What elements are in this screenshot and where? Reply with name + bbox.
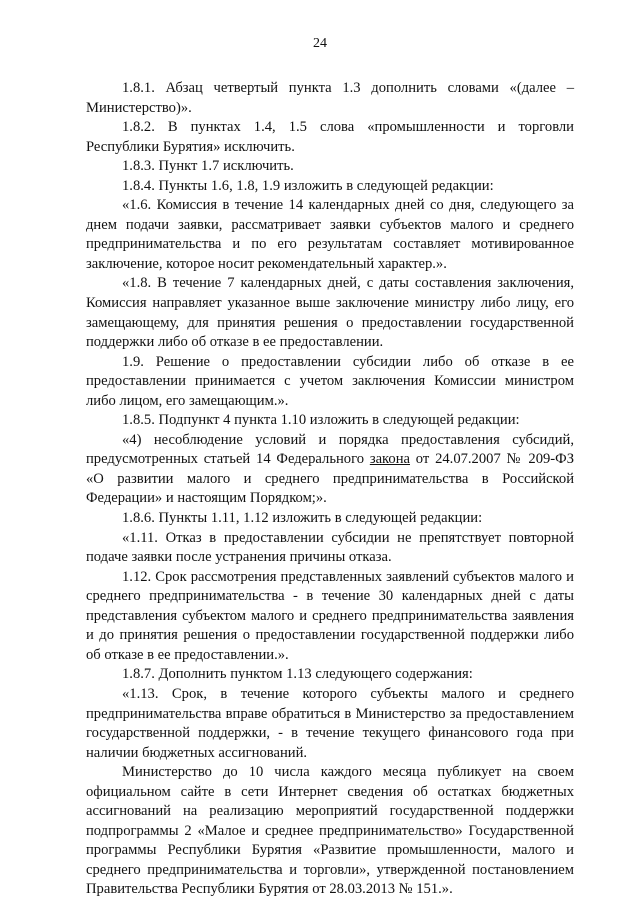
law-text-after: от 24.07.2007 № 209-ФЗ «О развитии малого и среднего предпринимательства в Российской Федерации» и настоящим Порядком;».: [86, 451, 575, 507]
law-link[interactable]: закона: [369, 451, 410, 468]
paragraph-1-8-4: 1.8.4. Пункты 1.6, 1.8, 1.9 изложить в следующей редакции:: [122, 177, 494, 194]
law-text-before: «4) несоблюдение условий и порядка предоставления субсидий, предусмотренных статьей 14 Федерального: [86, 431, 574, 468]
document-body: [86, 79, 574, 900]
paragraph-subpoint-4: [86, 431, 574, 509]
paragraph-1-12: 1.12. Срок рассмотрения представленных заявлений субъектов малого и среднего предпринимательства - в течение 30 календарных дней с даты представления субъектом малого и среднего предпринимательства заявления и до принятия решения о предоставлении государственной поддержки либо об отказе в ее предоставлении.».: [86, 568, 574, 663]
paragraph-1-9: 1.9. Решение о предоставлении субсидии либо об отказе в ее предоставлении принимается с учетом заключения Комиссии министром либо лицом, его замещающим.».: [86, 353, 574, 409]
paragraph-1-8-1: 1.8.1. Абзац четвертый пункта 1.3 дополнить словами «(далее – Министерство)».: [86, 80, 574, 116]
paragraph-1-8-7: 1.8.7. Дополнить пунктом 1.13 следующего содержания:: [122, 666, 473, 683]
paragraph-1-8-2: 1.8.2. В пунктах 1.4, 1.5 слова «промышленности и торговли Республики Бурятия» исключить.: [86, 119, 574, 155]
paragraph-1-8: «1.8. В течение 7 календарных дней, с даты составления заключения, Комиссия направляет указанное выше заключение министру либо лицу, его замещающему, для принятия решения о предоставлении государственной поддержки либо об отказе в ее предоставлении.: [86, 275, 574, 351]
paragraph-1-8-6: 1.8.6. Пункты 1.11, 1.12 изложить в следующей редакции:: [122, 510, 483, 527]
paragraph-1-13: «1.13. Срок, в течение которого субъекты малого и среднего предпринимательства вправе обратиться в Министерство за предоставлением государственной поддержки, - в течение текущего финансового года при наличии бюджетных ассигнований.: [86, 685, 574, 761]
paragraph-1-6: «1.6. Комиссия в течение 14 календарных дней со дня, следующего за днем подачи заявки, рассматривает заявки субъектов малого и среднего предпринимательства и по его результатам составляет мотивированное заключение, которое носит рекомендательный характер.».: [86, 197, 574, 272]
paragraph-1-8-5: 1.8.5. Подпункт 4 пункта 1.10 изложить в следующей редакции:: [122, 412, 520, 429]
paragraph-1-8-3: 1.8.3. Пункт 1.7 исключить.: [122, 158, 294, 175]
paragraph-1-11: «1.11. Отказ в предоставлении субсидии не препятствует повторной подаче заявки после устранения причины отказа.: [86, 529, 574, 566]
paragraph-ministry-publication: Министерство до 10 числа каждого месяца публикует на своем официальном сайте в сети Интернет сведения об остатках бюджетных ассигнований на реализацию мероприятий государственной поддержки подпрограммы 2 «Малое и среднее предпринимательство» Государственной программы Республики Бурятия «Развитие промышленности, малого и среднего предпринимательства и торговли», утвержденной постановлением Правительства Республики Бурятия от 28.03.2013 № 151.».: [86, 764, 574, 898]
page-number: 24: [313, 36, 327, 51]
